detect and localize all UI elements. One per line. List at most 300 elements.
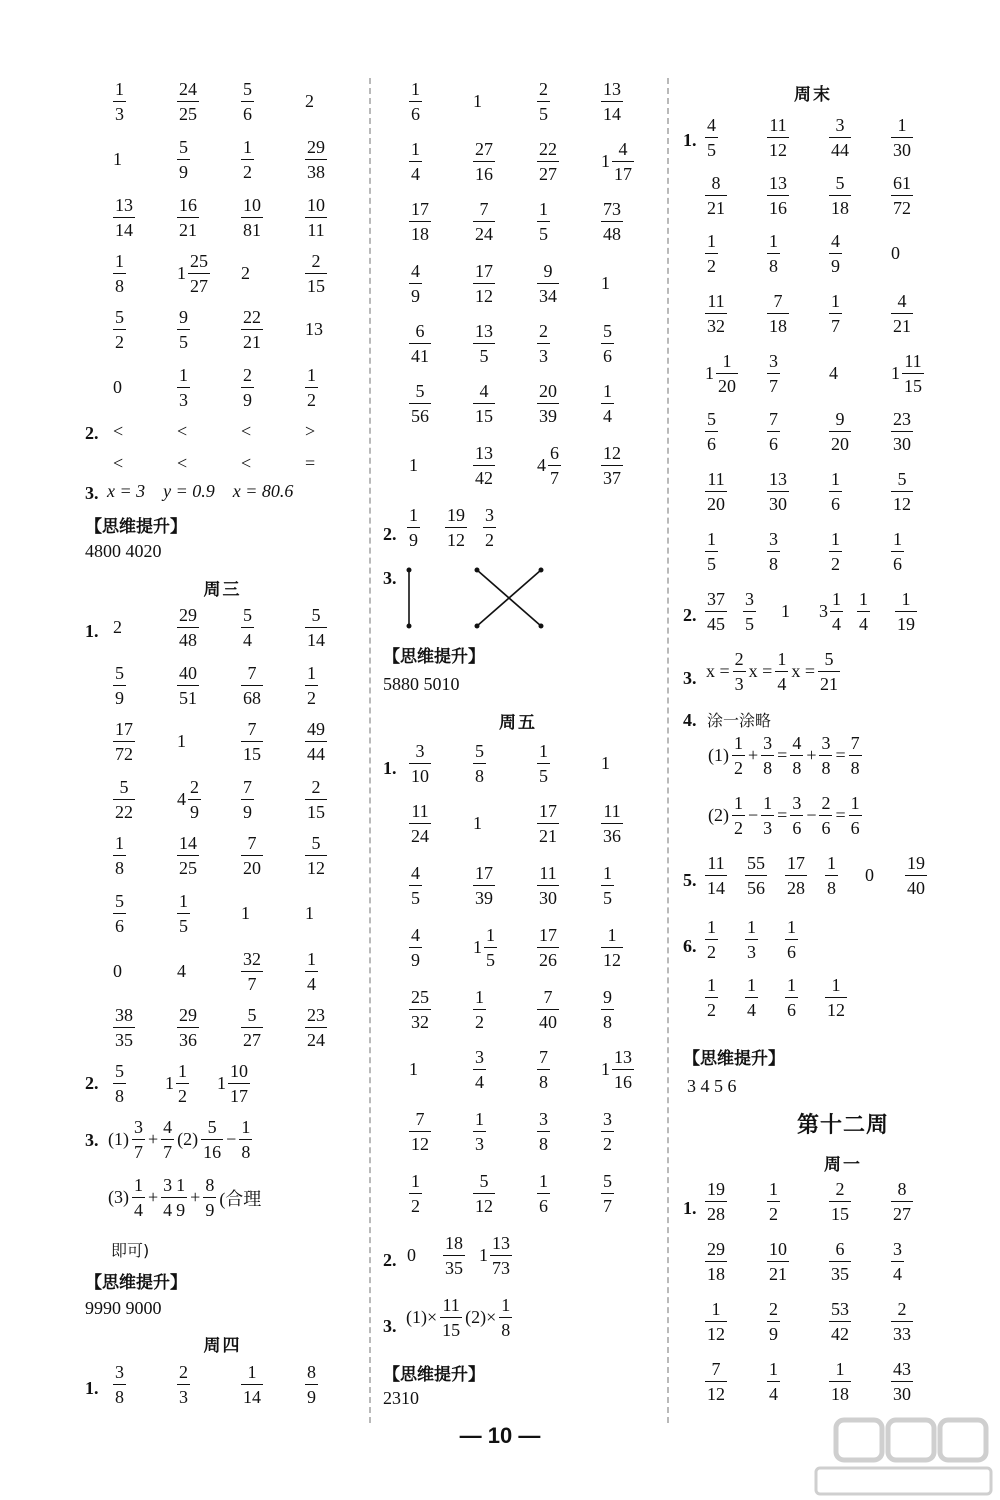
fraction-bar (767, 1201, 780, 1202)
answer-cell (177, 196, 241, 239)
answer-cell (473, 1048, 537, 1091)
fraction (537, 262, 559, 305)
fraction-bar (767, 1381, 780, 1382)
fraction-bar (819, 815, 832, 816)
denominator: 2 (485, 530, 494, 550)
mixed-number (705, 352, 738, 395)
numerator: 17 (475, 261, 493, 281)
fraction (761, 734, 774, 777)
fraction-bar (132, 1197, 145, 1198)
numerator: 7 (543, 987, 553, 1007)
fraction (305, 138, 327, 181)
numerator: 2 (179, 1362, 188, 1382)
fraction (177, 80, 199, 123)
fraction-bar (829, 1261, 851, 1262)
fraction-bar (177, 329, 190, 330)
answer-cell (767, 530, 829, 573)
denominator: 30 (769, 494, 787, 514)
denominator: 8 (850, 758, 860, 778)
answer-cell (177, 961, 241, 982)
fraction (825, 854, 838, 897)
fraction-bar (174, 1197, 187, 1198)
answer-cell (113, 834, 177, 877)
numerator: 17 (475, 863, 493, 883)
numerator: 1 (777, 649, 787, 669)
numerator: 24 (179, 79, 197, 99)
fraction (767, 470, 789, 513)
question-number: 3. (383, 568, 397, 588)
fraction (537, 926, 559, 969)
numerator: 1 (247, 1362, 257, 1382)
answer-value: > (305, 421, 316, 441)
fraction-bar (409, 763, 431, 764)
answer-cell (177, 778, 241, 821)
answer-value: = (835, 805, 846, 825)
answer-value: 4 (829, 363, 838, 383)
numerator: 25 (411, 987, 429, 1007)
denominator: 40 (539, 1012, 557, 1032)
fraction-bar (305, 387, 318, 388)
numerator: 1 (307, 365, 316, 385)
answer-value: 1 (409, 455, 418, 475)
fraction (113, 778, 135, 821)
numerator: 2 (734, 649, 744, 669)
fraction-bar (612, 161, 634, 162)
answer-row (409, 140, 653, 183)
numerator: 1 (850, 793, 860, 813)
answer-row (407, 506, 653, 549)
answer-cell (305, 91, 369, 112)
fraction (409, 382, 431, 425)
answer-cell (483, 506, 521, 549)
denominator: 8 (501, 1320, 511, 1340)
fraction (176, 1062, 189, 1105)
denominator: 68 (243, 688, 261, 708)
answer-row (113, 366, 360, 409)
numerator: 1 (893, 529, 902, 549)
answer-cell (829, 116, 891, 159)
numerator: 5 (311, 605, 321, 625)
numerator: 10 (230, 1061, 248, 1081)
denominator: 24 (307, 1030, 325, 1050)
denominator: 18 (769, 316, 787, 336)
fraction-bar (409, 161, 422, 162)
numerator: 29 (179, 1005, 197, 1025)
denominator: 5 (411, 888, 420, 908)
fraction (241, 664, 263, 707)
answer-cell (473, 444, 537, 487)
fraction-bar (409, 885, 422, 886)
fraction (409, 926, 422, 969)
fraction-bar (767, 253, 780, 254)
answer-cell (409, 200, 473, 243)
answer-row (705, 854, 943, 897)
fraction (473, 262, 495, 305)
fraction (305, 1006, 327, 1049)
answer-cell (601, 1110, 665, 1153)
answer-cell (473, 813, 537, 834)
true-false-answers (403, 1296, 512, 1339)
answer-cell (537, 802, 601, 845)
answer-cell (829, 1300, 891, 1343)
fraction (409, 322, 431, 365)
fraction (732, 794, 745, 837)
denominator: 8 (475, 766, 484, 786)
numerator: 7 (769, 409, 778, 429)
denominator: 21 (243, 332, 261, 352)
answer-row (113, 1006, 360, 1049)
denominator: 32 (411, 1012, 429, 1032)
answer-cell (113, 892, 177, 935)
fraction (241, 196, 263, 239)
answer-cell (241, 834, 305, 877)
answer-cell (445, 506, 483, 549)
answer-cell (891, 116, 953, 159)
answer-cell (601, 864, 665, 907)
numerator: 11 (769, 115, 787, 135)
denominator: 30 (893, 1384, 911, 1404)
fraction (537, 1172, 550, 1215)
answer-cell (177, 80, 241, 123)
answer-cell (705, 530, 767, 573)
answer-cell (241, 778, 305, 821)
answer-row (113, 138, 360, 181)
fraction-bar (305, 217, 327, 218)
whole-part: 1 (601, 151, 610, 171)
fraction-bar (241, 741, 263, 742)
denominator: 27 (893, 1204, 911, 1224)
numerator: 7 (711, 1359, 721, 1379)
fraction-bar (177, 159, 190, 160)
numerator: 1 (707, 529, 716, 549)
numerator: 4 (618, 139, 628, 159)
fraction (177, 366, 190, 409)
answer-value: (1) (708, 745, 729, 765)
question-number: 3. (85, 1130, 99, 1150)
denominator: 24 (475, 224, 493, 244)
answer-cell (305, 138, 369, 181)
numerator: 1 (115, 79, 124, 99)
numerator: 23 (307, 1005, 325, 1025)
fraction-bar (305, 685, 318, 686)
numerator: 1 (827, 853, 836, 873)
fraction-bar (440, 1317, 462, 1318)
fraction (601, 382, 614, 425)
denominator: 4 (134, 1200, 143, 1220)
denominator: 26 (539, 950, 557, 970)
fraction (490, 1234, 512, 1277)
numerator: 17 (411, 199, 429, 219)
fraction-bar (891, 137, 913, 138)
answer-cell (829, 1360, 891, 1403)
numerator: 5 (115, 1061, 124, 1081)
numerator: 1 (734, 793, 743, 813)
answer-row (113, 421, 360, 442)
answer-value: 4 (177, 961, 186, 981)
answer-value: x = (706, 661, 730, 681)
answer-cell (177, 834, 241, 877)
fraction-bar (537, 947, 559, 948)
numerator: 12 (603, 443, 621, 463)
fraction-bar (409, 1193, 422, 1194)
fraction (113, 1006, 135, 1049)
fraction (829, 174, 851, 217)
answer-cell (409, 742, 473, 785)
numerator: 17 (115, 719, 133, 739)
fraction (601, 1110, 614, 1153)
denominator: 5 (539, 104, 548, 124)
answer-cell (241, 606, 305, 649)
answer-column-2 (383, 78, 653, 1423)
answer-row (705, 1240, 943, 1283)
column-divider (667, 78, 669, 1423)
answer-row (409, 382, 653, 425)
answer-row (113, 453, 360, 474)
numerator: 5 (415, 381, 425, 401)
answer-cell (601, 382, 665, 425)
answer-cell (705, 854, 745, 897)
answer-cell (305, 606, 369, 649)
denominator: 2 (307, 688, 316, 708)
denominator: 3 (763, 818, 773, 838)
fraction-bar (891, 491, 913, 492)
fraction-bar (305, 627, 327, 628)
denominator: 15 (475, 406, 493, 426)
answer-row (113, 892, 360, 935)
fraction (767, 530, 780, 573)
fraction-bar (849, 815, 862, 816)
denominator: 20 (718, 376, 736, 396)
denominator: 6 (603, 346, 612, 366)
denominator: 2 (115, 332, 124, 352)
answer-cell (705, 1300, 767, 1343)
numerator: 1 (603, 863, 612, 883)
answer-cell (177, 138, 241, 181)
fraction (849, 794, 862, 837)
fraction (409, 140, 422, 183)
answer-row (705, 1300, 943, 1343)
fraction-bar (241, 627, 254, 628)
fraction-bar (473, 465, 495, 466)
whole-part: 1 (473, 937, 482, 957)
day-heading-friday: 周五 (499, 713, 537, 733)
day-heading-wednesday: 周三 (203, 580, 242, 600)
numerator: 4 (792, 733, 802, 753)
denominator: 12 (475, 1196, 493, 1216)
fraction (241, 606, 254, 649)
mixed-number (165, 1062, 189, 1105)
answer-cell (473, 742, 537, 785)
fraction-bar (785, 875, 807, 876)
fraction (473, 444, 495, 487)
fraction-bar (767, 431, 780, 432)
answer-value: (2) (177, 1129, 199, 1149)
fraction-bar (825, 997, 847, 998)
answer-row (113, 196, 360, 239)
denominator: 3 (115, 104, 124, 124)
denominator: 4 (859, 614, 868, 634)
denominator: 81 (243, 220, 261, 240)
answer-cell (767, 1240, 829, 1283)
fraction (473, 1048, 486, 1091)
answer-cell (891, 243, 953, 264)
fraction (113, 892, 126, 935)
answer-row (113, 834, 360, 877)
fraction (177, 138, 190, 181)
numerator: 4 (411, 863, 420, 883)
fraction (203, 1176, 216, 1219)
fraction-bar (409, 1131, 431, 1132)
numerator: 4 (411, 261, 420, 281)
fraction-bar (305, 971, 318, 972)
fraction-bar (177, 855, 199, 856)
denominator: 6 (831, 494, 840, 514)
fraction-bar (829, 431, 851, 432)
answer-column-1 (85, 78, 360, 1423)
denominator: 8 (539, 1134, 548, 1154)
denominator: 5 (539, 224, 548, 244)
fraction-bar (113, 329, 126, 330)
numerator: 14 (179, 833, 197, 853)
numerator: 3 (792, 793, 802, 813)
answer-cell (113, 308, 177, 351)
fraction (767, 116, 789, 159)
answer-row (705, 410, 943, 453)
answer-value: 1 (473, 91, 482, 111)
numerator: 3 (763, 733, 773, 753)
fraction (819, 734, 832, 777)
answer-cell (241, 453, 305, 474)
fraction-bar (241, 1027, 263, 1028)
answer-cell (473, 926, 537, 969)
numerator: 2 (190, 777, 199, 797)
numerator: 22 (243, 307, 261, 327)
answer-row (409, 1110, 653, 1153)
answer-cell (705, 410, 767, 453)
fraction (891, 530, 904, 573)
question-number: 1. (85, 1378, 99, 1398)
numerator: 5 (479, 1171, 489, 1191)
fraction-bar (113, 273, 126, 274)
fraction-bar (895, 611, 917, 612)
denominator: 38 (307, 162, 325, 182)
fraction (177, 606, 199, 649)
numerator: 13 (475, 321, 493, 341)
denominator: 4 (475, 1072, 484, 1092)
denominator: 6 (821, 818, 831, 838)
numerator: 5 (179, 137, 188, 157)
fraction-bar (484, 947, 497, 948)
fraction-bar (409, 403, 431, 404)
answer-cell (241, 421, 305, 442)
denominator: 8 (827, 878, 836, 898)
answer-cell (409, 140, 473, 183)
fraction-bar (113, 1027, 135, 1028)
fraction (830, 590, 843, 633)
fraction-bar (705, 1321, 727, 1322)
fraction-bar (829, 137, 851, 138)
numerator: 7 (247, 833, 257, 853)
answer-row (705, 292, 943, 335)
fraction (409, 802, 431, 845)
denominator: 39 (475, 888, 493, 908)
expression-4-2 (705, 794, 862, 837)
answer-cell (829, 470, 891, 513)
mixed-number (479, 1234, 512, 1277)
numerator: 29 (179, 605, 197, 625)
denominator: 7 (831, 316, 840, 336)
denominator: 42 (475, 468, 493, 488)
fraction (537, 382, 559, 425)
denominator: 5 (603, 888, 612, 908)
fraction-bar (241, 855, 263, 856)
answer-cell (409, 262, 473, 305)
fraction (409, 80, 422, 123)
fraction-bar (409, 101, 422, 102)
answer-cell (825, 854, 865, 897)
numerator: 11 (442, 1295, 460, 1315)
fraction-bar (601, 465, 623, 466)
numerator: 2 (835, 1179, 845, 1199)
fraction-bar (473, 885, 495, 886)
answer-row (113, 1062, 360, 1105)
answer-row (407, 1234, 653, 1277)
fraction (241, 366, 254, 409)
fraction (745, 976, 758, 1019)
answer-cell (305, 196, 369, 239)
numerator: 25 (190, 251, 208, 271)
fraction-bar (473, 1131, 486, 1132)
denominator: 32 (707, 316, 725, 336)
fraction (241, 308, 263, 351)
numerator: 1 (607, 925, 617, 945)
answer-cell (473, 91, 537, 112)
fraction-bar (601, 1009, 614, 1010)
answer-cell (705, 116, 767, 159)
denominator: 21 (893, 316, 911, 336)
answer-cell (537, 140, 601, 183)
equation-answers (703, 650, 840, 693)
whole-part: 1 (479, 1245, 488, 1265)
fraction (829, 1300, 851, 1343)
fraction (537, 802, 559, 845)
fraction-bar (177, 913, 190, 914)
fraction (537, 864, 559, 907)
fraction (241, 778, 254, 821)
numerator: 17 (539, 925, 557, 945)
numerator: 73 (603, 199, 621, 219)
mixed-number (819, 590, 843, 633)
denominator: 2 (178, 1086, 187, 1106)
answer-cell (601, 988, 665, 1031)
answer-cell (865, 865, 905, 886)
answer-value: 1 (409, 1059, 418, 1079)
denominator: 27 (243, 1030, 261, 1050)
fraction (849, 734, 862, 777)
fraction-bar (601, 947, 623, 948)
denominator: 8 (603, 1012, 612, 1032)
denominator: 12 (707, 1384, 725, 1404)
numerator: 13 (492, 1233, 510, 1253)
answer-cell (829, 410, 891, 453)
numerator: 11 (707, 469, 725, 489)
numerator: 13 (475, 443, 493, 463)
answer-cell (601, 1048, 665, 1091)
numerator: 3 (539, 1109, 548, 1129)
matching-lines-diagram (403, 566, 563, 636)
answer-value: + (748, 745, 759, 765)
answer-cell (857, 590, 895, 633)
